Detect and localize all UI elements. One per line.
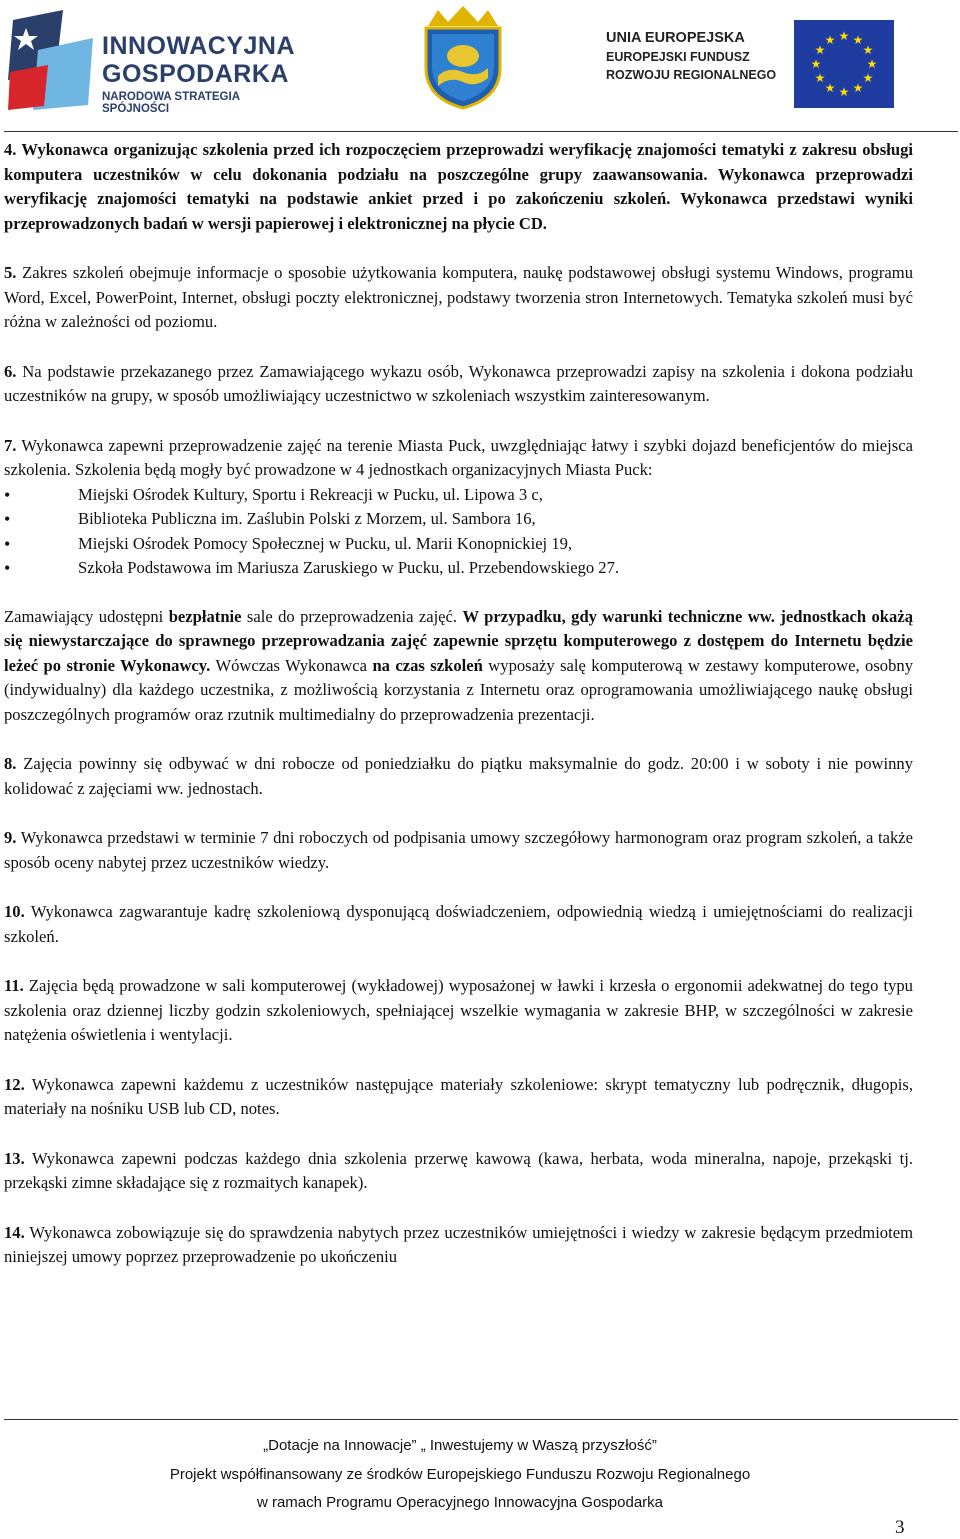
ig-title-line1: INNOWACYJNA [102,32,296,60]
list-item: • Biblioteka Publiczna im. Zaślubin Polski z Morzem, ul. Sambora 16, [4,507,913,532]
section-7-continuation [4,605,913,728]
section-7-text: Wykonawca zapewni przeprowadzenie zajęć na terenie Miasta Puck, uwzględniając łatwy i szybki dojazd beneficjentów do miejsca szkolenia. Szkolenia będą mogły być prowadzone w 4 jednostkach organizacyjnych Miasta Puck: [4,435,913,479]
svg-text:★: ★ [824,81,836,95]
section-5-text: Zakres szkoleń obejmuje informacje o sposobie użytkowania komputera, naukę podstawowej obsługi systemu Windows, programu Word, Excel, PowerPoint, Internet, obsługi poczty elektronicznej, podstawy tworzenia stron Internetowych. Tematyka szkoleń musi być różna w zależności od poziomu. [4,263,913,331]
eu-logo [588,20,900,106]
section-10 [4,900,913,949]
svg-text:★: ★ [852,33,864,47]
section-8-number: 8. [4,754,17,773]
section-6 [4,360,913,409]
footer-cofinancing: Projekt współfinansowany ze środków Europejskiego Funduszu Rozwoju Regionalnego [169,1466,751,1483]
puck-coat-of-arms [418,6,508,110]
section-12 [4,1073,913,1122]
eu-flag-icon [794,20,894,108]
page-header [0,0,960,120]
section-5 [4,261,913,335]
svg-text:★: ★ [814,71,826,85]
list-item: • Miejski Ośrodek Pomocy Społecznej w Pucku, ul. Marii Konopnickiej 19, [4,532,913,557]
svg-text:★: ★ [838,29,850,43]
section-13 [4,1147,913,1196]
section-14 [4,1221,913,1270]
ig-emblem-icon [8,10,98,110]
text-run-bold: W przypadku, gdy warunki techniczne ww. jednostkach okażą się niewystarczające do sprawnego przeprowadzania zajęć zapewnie sprzętu komputerowego z dostępem do Internetu będzie leżeć po stronie Wykonawcy. [4,606,913,675]
section-13-number: 13. [4,1148,25,1168]
section-5-number: 5. [4,263,17,282]
section-12-number: 12. [4,1074,25,1094]
ig-subtitle: NARODOWA STRATEGIA SPÓJNOŚCI [102,91,240,115]
section-9-number: 9. [4,828,17,847]
ig-title-line2: GOSPODARKA [102,60,289,88]
section-8 [4,752,913,801]
text-run: Wówczas Wykonawca [210,655,373,675]
innowacyjna-gospodarka-logo [8,10,298,115]
footer-programme: w ramach Programu Operacyjnego Innowacyjna Gospodarka [256,1494,664,1511]
document-body [4,138,913,1270]
svg-text:★: ★ [862,71,874,85]
section-11 [4,974,913,1048]
section-4 [4,138,913,236]
location-list [4,483,913,581]
svg-text:★: ★ [852,81,864,95]
svg-text:★: ★ [862,43,874,57]
eu-line3: ROZWOJU REGIONALNEGO [606,68,777,82]
section-4-text: Wykonawca organizując szkolenia przed ich rozpoczęciem przeprowadzi weryfikację znajomości tematyki z zakresu obsługi komputera uczestników w celu dokonania podziału na poszczególne grupy zaawansowania. Wykonawca przeprowadzi weryfikację znajomości tematyki na podstawie ankiet przed i po zakończeniu szkoleń. Wykonawca przedstawi wyniki przeprowadzonych badań w wersji papierowej i elektronicznej na płycie CD. [4,140,913,233]
text-run: wyposaży salę komputerową w zestawy komputerowe, osobny (indywidualny) dla każdego uczestnika, z możliwością korzystania z Internetu oraz oprogramowania umożliwiającego naukę obsługi poszczególnych programów oraz rzutnik multimedialny do przeprowadzenia prezentacji. [4,655,913,724]
text-run: Zamawiający udostępni [4,606,169,626]
section-13-text: Wykonawca zapewni podczas każdego dnia szkolenia przerwę kawową (kawa, herbata, woda mineralna, napoje, przekąski tj. przekąski zimne składające się z rozmaitych kanapek). [4,1148,913,1192]
section-9-text: Wykonawca przedstawi w terminie 7 dni roboczych od podpisania umowy szczegółowy harmonogram oraz program szkoleń, a także sposób oceny nabytej przez uczestników wiedzy. [4,828,913,872]
section-6-text: Na podstawie przekazanego przez Zamawiającego wykazu osób, Wykonawca przeprowadzi zapisy na szkolenia i dokona podziału uczestników na grupy, w sposób umożliwiający uczestnictwo w szkoleniach wszystkim zainteresowanym. [4,361,913,405]
svg-text:★: ★ [810,57,822,71]
footer-divider [4,1419,958,1420]
section-10-text: Wykonawca zagwarantuje kadrę szkoleniową dysponującą doświadczeniem, odpowiednią wiedzą i umiejętnościami do realizacji szkoleń. [4,902,913,946]
section-12-text: Wykonawca zapewni każdemu z uczestników następujące materiały szkoleniowe: skrypt tematyczny lub podręcznik, długopis, materiały na nośniku USB lub CD, notes. [4,1074,913,1118]
section-11-text: Zajęcia będą prowadzone w sali komputerowej (wykładowej) wyposażonej w ławki i krzesła o ergonomii adekwatnej do tego typu szkolenia oraz dziennej liczby godzin szkoleniowych, spełniającej wszelkie wymagania w zakresie BHP, w szczególności w zakresie natężenia oświetlenia i wentylacji. [4,976,913,1044]
list-item: • Szkoła Podstawowa im Mariusza Zaruskiego w Pucku, ul. Przebendowskiego 27. [4,556,913,581]
svg-text:★: ★ [838,85,850,99]
section-4-number: 4. [4,140,17,159]
eu-line1: UNIA EUROPEJSKA [606,30,745,46]
footer-slogan: „Dotacje na Innowacje” „ Inwestujemy w Waszą przyszłość” [263,1437,657,1454]
coat-of-arms-icon [418,6,508,110]
text-run-bold: bezpłatnie [168,606,242,626]
svg-text:★: ★ [814,43,826,57]
header-divider [4,131,958,132]
section-14-number: 14. [4,1222,25,1242]
text-run-bold: na czas szkoleń [372,655,483,675]
section-8-text: Zajęcia powinny się odbywać w dni robocze od poniedziałku do piątku maksymalnie do godz. 20:00 i w soboty i nie powinny kolidować z zajęciami ww. jednostach. [4,754,913,798]
section-7 [4,434,913,483]
section-10-number: 10. [4,902,25,921]
section-11-number: 11. [4,976,24,995]
svg-text:★: ★ [824,33,836,47]
eu-line2: EUROPEJSKI FUNDUSZ [606,50,750,64]
section-9 [4,826,913,875]
section-14-text: Wykonawca zobowiązuje się do sprawdzenia nabytych przez uczestników umiejętności i wiedzy w zakresie będącym przedmiotem niniejszej umowy poprzez przeprowadzenie po ukończeniu [4,1222,913,1266]
section-6-number: 6. [4,361,17,381]
page-number: 3 [895,1517,905,1538]
svg-text:★: ★ [866,57,878,71]
section-7-number: 7. [4,435,17,455]
list-item: • Miejski Ośrodek Kultury, Sportu i Rekreacji w Pucku, ul. Lipowa 3 c, [4,483,913,508]
text-run: sale do przeprowadzenia zajęć. [241,606,463,626]
